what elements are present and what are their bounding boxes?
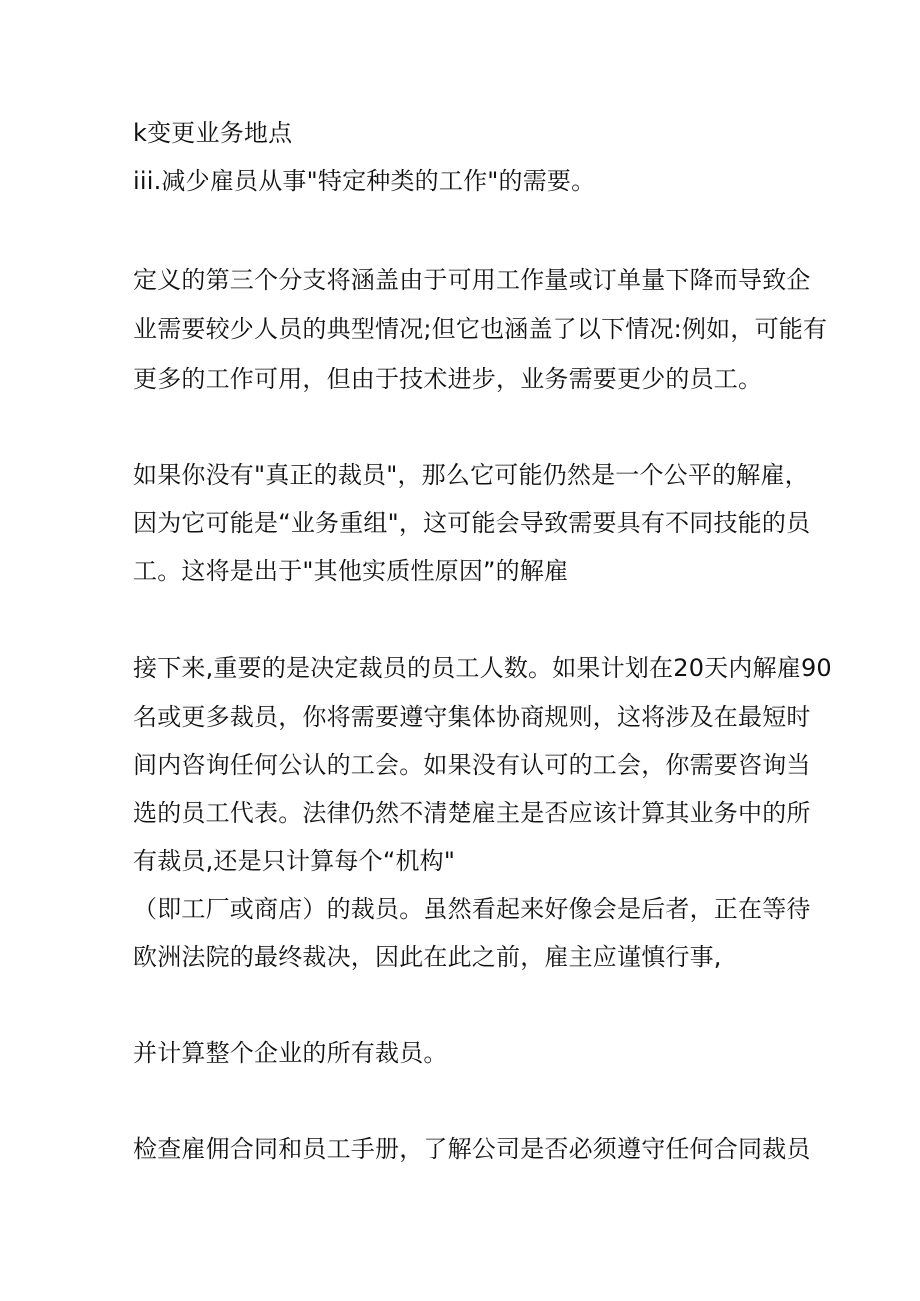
text-line: 选的员工代表。法律仍然不清楚雇主是否应该计算其业务中的所 <box>133 799 811 827</box>
text-line: 接下来,重要的是决定裁员的员工人数。如果计划在20天内解雇90 <box>133 654 832 682</box>
text-line: iii.减少雇员从事"特定种类的工作"的需要。 <box>133 167 596 195</box>
text-line: 有裁员,还是只计算每个“机构" <box>133 847 456 875</box>
text-line: k变更业务地点 <box>133 119 293 147</box>
text-line: 间内咨询任何公认的工会。如果没有认可的工会，你需要咨询当 <box>133 751 811 779</box>
text-line: （即工厂或商店）的裁员。虽然看起来好像会是后者，正在等待 <box>133 895 811 923</box>
text-line: 更多的工作可用，但由于技术进步，业务需要更少的员工。 <box>133 365 763 393</box>
text-line: 如果你没有"真正的裁员"，那么它可能仍然是一个公平的解雇， <box>133 461 809 489</box>
text-line: 因为它可能是“业务重组"，这可能会导致需要具有不同技能的员 <box>133 509 811 537</box>
text-line: 欧洲法院的最终裁决，因此在此之前，雇主应谨慎行事, <box>133 943 722 971</box>
text-line: 并计算整个企业的所有裁员。 <box>133 1039 448 1067</box>
text-line: 检查雇佣合同和员工手册，了解公司是否必须遵守任何合同裁员 <box>133 1135 811 1163</box>
text-line: 定义的第三个分支将涵盖由于可用工作量或订单量下降而导致企 <box>133 266 811 294</box>
text-line: 工。这将是出于"其他实质性原因”的解雇 <box>133 557 569 585</box>
text-line: 业需要较少人员的典型情况;但它也涵盖了以下情况:例如，可能有 <box>133 315 828 343</box>
text-line: 名或更多裁员，你将需要遵守集体协商规则，这将涉及在最短时 <box>133 703 811 731</box>
